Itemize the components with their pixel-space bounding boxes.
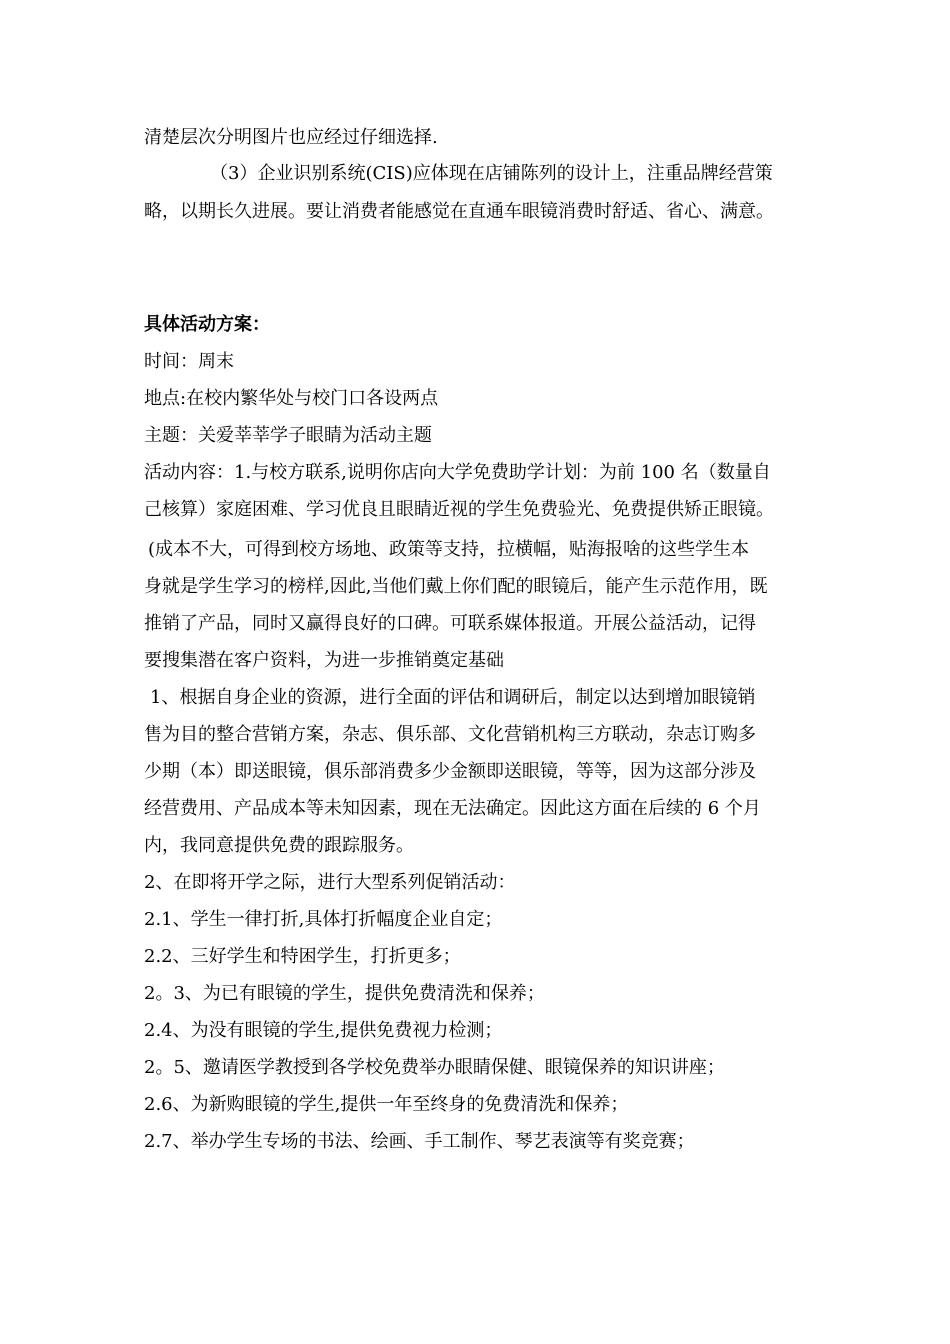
content-line-15: 2。3、为已有眼镜的学生，提供免费清洗和保养； bbox=[144, 983, 545, 1004]
content-line-5: 推销了产品，同时又赢得良好的口碑。可联系媒体报道。开展公益活动，记得 bbox=[144, 613, 756, 634]
section-heading: 具体活动方案： bbox=[144, 314, 270, 335]
content-line-9: 少期（本）即送眼镜，俱乐部消费多少金额即送眼镜，等等，因为这部分涉及 bbox=[144, 761, 756, 782]
content-line-3: (成本不大，可得到校方场地、政策等支持，拉横幅，贴海报啥的这些学生本 bbox=[148, 539, 750, 560]
content-line-19: 2.7、举办学生专场的书法、绘画、手工制作、琴艺表演等有奖竞赛； bbox=[144, 1131, 695, 1152]
content-line-18: 2.6、为新购眼镜的学生,提供一年至终身的免费清洗和保养； bbox=[144, 1094, 629, 1115]
content-line-16: 2.4、为没有眼镜的学生,提供免费视力检测； bbox=[144, 1020, 503, 1041]
intro-line-1: 清楚层次分明图片也应经过仔细选择. bbox=[144, 127, 438, 148]
intro-line-2: （3）企业识别系统(CIS)应体现在店铺陈列的设计上，注重品牌经营策 bbox=[210, 163, 773, 184]
content-line-2: 己核算）家庭困难、学习优良且眼睛近视的学生免费验光、免费提供矫正眼镜。 bbox=[144, 499, 774, 520]
content-line-10: 经营费用、产品成本等未知因素，现在无法确定。因此这方面在后续的 6 个月 bbox=[144, 798, 761, 819]
content-line-11: 内，我同意提供免费的跟踪服务。 bbox=[144, 835, 414, 856]
content-line-4: 身就是学生学习的榜样,因此,当他们戴上你们配的眼镜后，能产生示范作用，既 bbox=[144, 576, 768, 597]
content-line-7: 1、根据自身企业的资源，进行全面的评估和调研后，制定以达到增加眼镜销 bbox=[150, 687, 756, 708]
content-line-6: 要搜集潜在客户资料，为进一步推销奠定基础 bbox=[144, 650, 504, 671]
content-line-13: 2.1、学生一律打折,具体打折幅度企业自定； bbox=[144, 909, 503, 930]
content-line-12: 2、在即将开学之际，进行大型系列促销活动： bbox=[144, 872, 516, 893]
detail-theme: 主题：关爱莘莘学子眼睛为活动主题 bbox=[144, 425, 432, 446]
detail-location: 地点:在校内繁华处与校门口各设两点 bbox=[144, 388, 439, 409]
content-line-17: 2。5、邀请医学教授到各学校免费举办眼睛保健、眼镜保养的知识讲座； bbox=[144, 1057, 725, 1078]
content-line-1: 活动内容：1.与校方联系,说明你店向大学免费助学计划：为前 100 名（数量自 bbox=[144, 462, 771, 483]
content-line-14: 2.2、三好学生和特困学生，打折更多； bbox=[144, 946, 461, 967]
content-line-8: 售为目的整合营销方案，杂志、俱乐部、文化营销机构三方联动，杂志订购多 bbox=[144, 724, 756, 745]
intro-line-3: 略，以期长久进展。要让消费者能感觉在直通车眼镜消费时舒适、省心、满意。 bbox=[144, 201, 774, 222]
detail-time: 时间：周末 bbox=[144, 351, 234, 372]
